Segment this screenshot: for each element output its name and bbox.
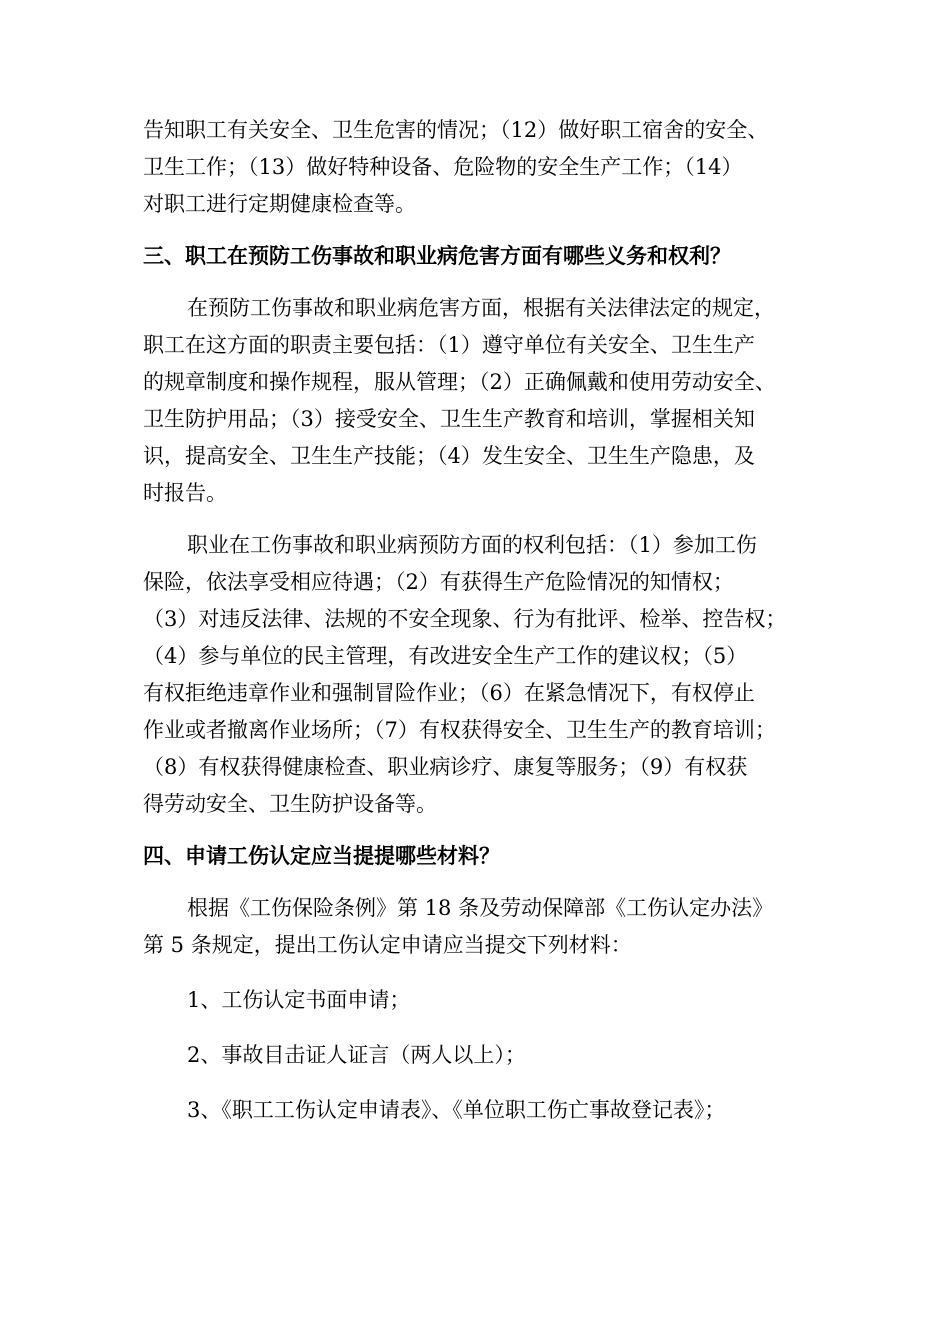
materials-list [143, 982, 808, 1129]
text-line: 作业或者撤离作业场所；（7）有权获得安全、卫生生产的教育培训； [143, 718, 776, 742]
text-line: 在预防工伤事故和职业病危害方面，根据有关法律法定的规定， [187, 296, 775, 320]
text-line: 卫生工作；（13）做好特种设备、危险物的安全生产工作；（14） [143, 155, 743, 179]
text-line: 的规章制度和操作规程，服从管理；（2）正确佩戴和使用劳动安全、 [143, 370, 776, 394]
text-line: 职业在工伤事故和职业病预防方面的权利包括：（1）参加工伤 [187, 533, 757, 557]
paragraph-continuation [143, 112, 808, 223]
section-heading-3: 三、职工在预防工伤事故和职业病危害方面有哪些义务和权利？ [143, 244, 731, 268]
text-line: 保险，依法享受相应待遇；（2）有获得生产危险情况的知情权； [143, 570, 734, 594]
list-item: 1、工伤认定书面申请； [187, 988, 411, 1012]
list-item: 3、《职工工伤认定申请表》、《单位职工伤亡事故登记表》； [187, 1098, 726, 1122]
text-line: 卫生防护用品；（3）接受安全、卫生生产教育和培训，掌握相关知 [143, 407, 755, 431]
paragraph-materials-intro [143, 890, 808, 964]
text-line: 职工在这方面的职责主要包括：（1）遵守单位有关安全、卫生生产 [143, 333, 755, 357]
text-line: （3）对违反法律、法规的不安全现象、行为有批评、检举、控告权； [143, 607, 787, 631]
text-line: 告知职工有关安全、卫生危害的情况；（12）做好职工宿舍的安全、 [143, 118, 769, 142]
paragraph-duties [143, 290, 808, 512]
text-line: 时报告。 [143, 481, 227, 505]
section-heading-4: 四、申请工伤认定应当提提哪些材料？ [143, 844, 500, 868]
text-line: 第 5 条规定，提出工伤认定申请应当提交下列材料： [143, 933, 632, 957]
text-line: 识，提高安全、卫生生产技能；（4）发生安全、卫生生产隐患，及 [143, 444, 755, 468]
text-line: 有权拒绝违章作业和强制冒险作业；（6）在紧急情况下，有权停止 [143, 681, 755, 705]
text-line: （8）有权获得健康检查、职业病诊疗、康复等服务；（9）有权获 [143, 755, 748, 779]
paragraph-rights [143, 527, 808, 823]
text-line: （4）参与单位的民主管理，有改进安全生产工作的建议权；（5） [143, 644, 748, 668]
text-line: 根据《工伤保险条例》第 18 条及劳动保障部《工伤认定办法》 [187, 896, 774, 920]
document-page [143, 112, 808, 1129]
text-line: 得劳动安全、卫生防护设备等。 [143, 792, 437, 816]
text-line: 对职工进行定期健康检查等。 [143, 192, 416, 216]
list-item: 2、事故目击证人证言（两人以上）； [187, 1043, 526, 1067]
